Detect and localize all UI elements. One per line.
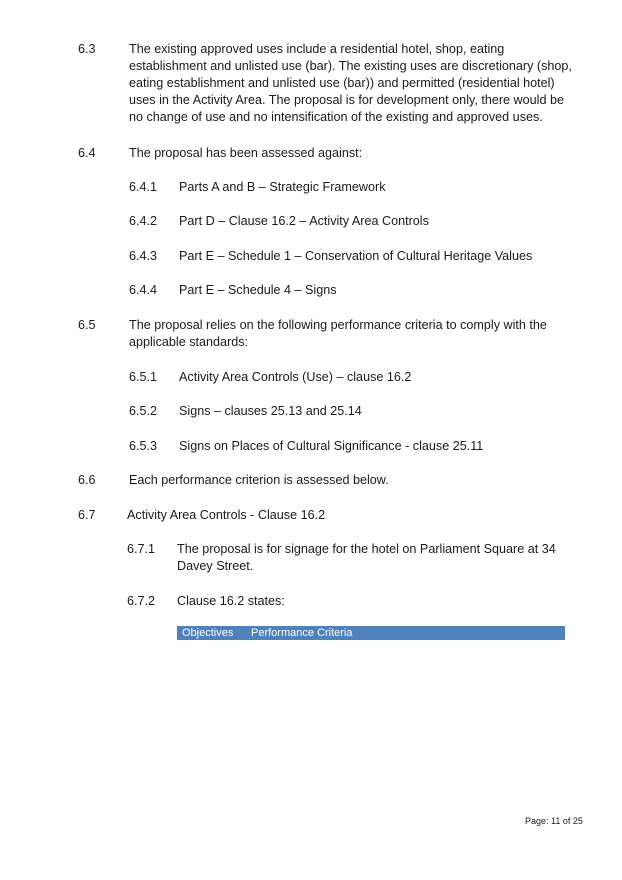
subsection-text: Signs on Places of Cultural Significance - clause 25.11	[179, 439, 484, 453]
criteria-table-header	[177, 626, 565, 640]
section-number: 6.3	[78, 42, 96, 56]
subsection-text: Part E – Schedule 1 – Conservation of Cultural Heritage Values	[179, 249, 533, 263]
section-number: 6.5	[78, 318, 96, 332]
subsection-text: Part E – Schedule 4 – Signs	[179, 283, 337, 297]
subsection-number: 6.4.2	[129, 214, 158, 228]
section-number: 6.6	[78, 473, 96, 487]
subsection-text: Activity Area Controls (Use) – clause 16.2	[179, 370, 412, 384]
subsection-number: 6.5.1	[129, 370, 158, 384]
section-text: The proposal has been assessed against:	[129, 146, 363, 160]
subsection-text: Clause 16.2 states:	[177, 594, 285, 608]
section-text: Activity Area Controls - Clause 16.2	[127, 508, 326, 522]
section-text: The proposal relies on the following performance criteria to comply with the applicable standards:	[129, 318, 547, 349]
section-text: Each performance criterion is assessed below.	[129, 473, 389, 487]
subsection-text: Part D – Clause 16.2 – Activity Area Controls	[179, 214, 429, 228]
section-text: The existing approved uses include a residential hotel, shop, eating establishment and unlisted use (bar). The existing uses are discretionary (shop, eating establishment and unlisted use (bar)) and permitted (residential hotel) uses in the Activity Area. The proposal is for development only, there would be no change of use and no intensification of the existing and approved uses.	[129, 42, 572, 124]
subsection-text: The proposal is for signage for the hotel on Parliament Square at 34 Davey Street.	[177, 542, 556, 573]
section-number: 6.4	[78, 146, 96, 160]
subsection-number: 6.4.3	[129, 249, 158, 263]
subsection-number: 6.4.1	[129, 180, 158, 194]
subsection-number: 6.7.1	[127, 542, 156, 556]
table-header-objectives: Objectives	[182, 627, 234, 639]
page-number: Page: 11 of 25	[525, 816, 583, 826]
subsection-number: 6.5.3	[129, 439, 158, 453]
subsection-number: 6.5.2	[129, 404, 158, 418]
subsection-number: 6.7.2	[127, 594, 156, 608]
table-header-performance-criteria: Performance Criteria	[251, 627, 353, 639]
subsection-text: Parts A and B – Strategic Framework	[179, 180, 386, 194]
subsection-number: 6.4.4	[129, 283, 158, 297]
section-number: 6.7	[78, 508, 96, 522]
subsection-text: Signs – clauses 25.13 and 25.14	[179, 404, 362, 418]
